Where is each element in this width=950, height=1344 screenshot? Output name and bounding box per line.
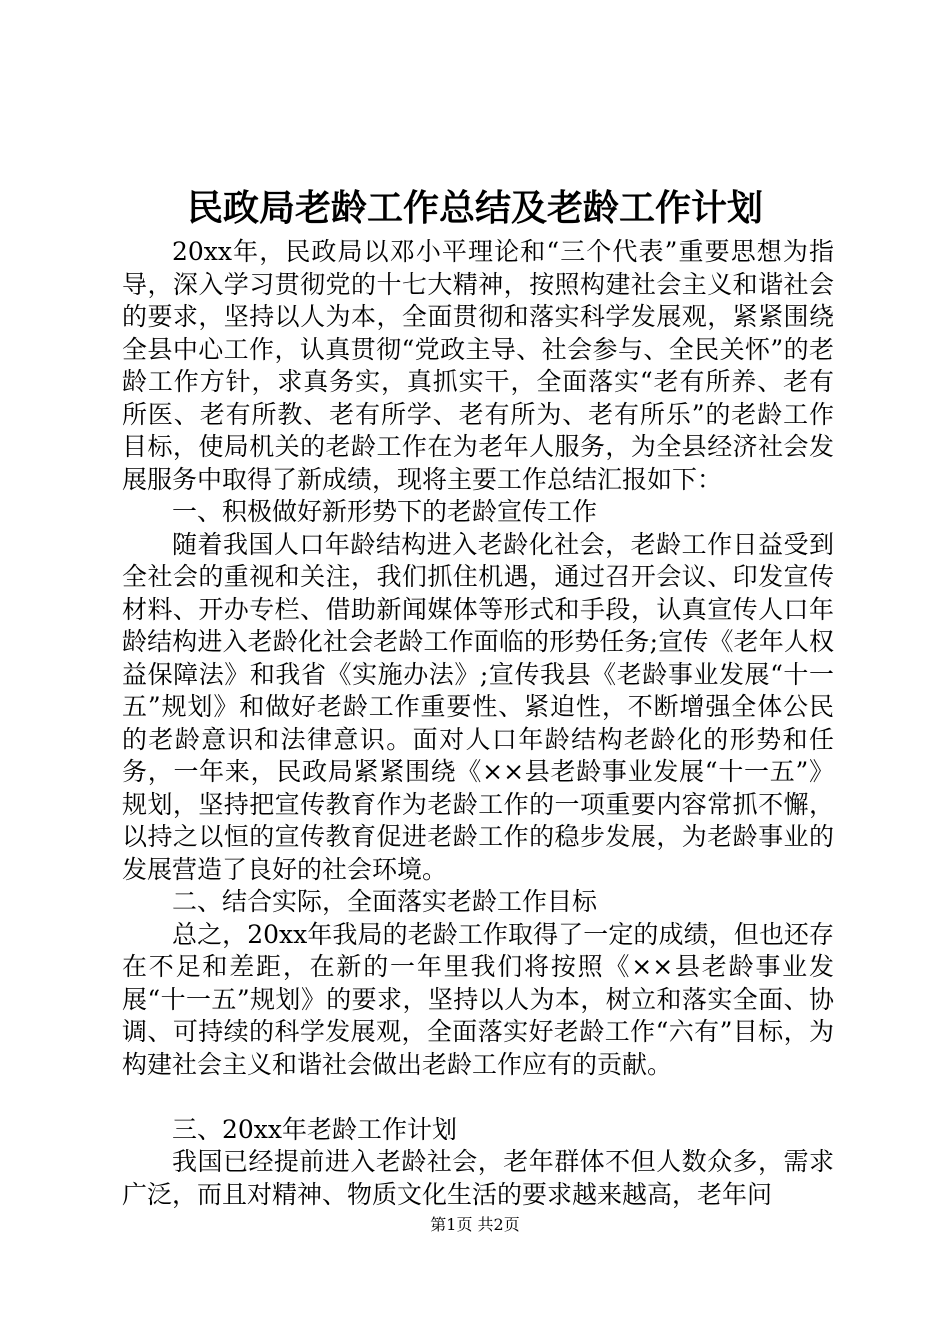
intro-paragraph: 20xx年，民政局以邓小平理论和“三个代表”重要思想为指导，深入学习贯彻党的十七大精神，按照构建社会主义和谐社会的要求，坚持以人为本，全面贯彻和落实科学发展观，紧紧围绕全县中心工作，认真贯彻“党政主导、社会参与、全民关怀”的老龄工作方针，求真务实，真抓实干，全面落实“老有所养、老有所医、老有所教、老有所学、老有所为、老有所乐”的老龄工作目标，使局机关的老龄工作在为老年人服务，为全县经济社会发展服务中取得了新成绩，现将主要工作总结汇报如下： xyxy=(122,237,834,494)
page-number: 第1页 共2页 xyxy=(430,1215,520,1234)
section-heading-3: 三、20xx年老龄工作计划 xyxy=(172,1114,458,1144)
section-2-paragraph: 总之，20xx年我局的老龄工作取得了一定的成绩，但也还存在不足和差距，在新的一年里我们将按照《××县老龄事业发展“十一五”规划》的要求，坚持以人为本，树立和落实全面、协调、可持续的科学发展观，全面落实好老龄工作“六有”目标，为构建社会主义和谐社会做出老龄工作应有的贡献。 xyxy=(122,919,834,1079)
section-heading-2: 二、结合实际，全面落实老龄工作目标 xyxy=(172,887,598,916)
section-3-paragraph: 我国已经提前进入老龄社会，老年群体不但人数众多，需求广泛，而且对精神、物质文化生活的要求越来越高，老年问 xyxy=(122,1147,834,1209)
section-1-paragraph: 随着我国人口年龄结构进入老龄化社会，老龄工作日益受到全社会的重视和关注，我们抓住机遇，通过召开会议、印发宣传材料、开办专栏、借助新闻媒体等形式和手段，认真宣传人口年龄结构进入老龄化社会老龄工作面临的形势任务;宣传《老年人权益保障法》和我省《实施办法》;宣传我县《老龄事业发展“十一五”规划》和做好老龄工作重要性、紧迫性，不断增强全体公民的老龄意识和法律意识。面对人口年龄结构老龄化的形势和任务，一年来，民政局紧紧围绕《××县老龄事业发展“十一五”》规划，坚持把宣传教育作为老龄工作的一项重要内容常抓不懈，以持之以恒的宣传教育促进老龄工作的稳步发展，为老龄事业的发展营造了良好的社会环境。 xyxy=(122,529,834,884)
document-body xyxy=(122,236,834,1211)
section-heading-1: 一、积极做好新形势下的老龄宣传工作 xyxy=(172,497,598,526)
document-title: 民政局老龄工作总结及老龄工作计划 xyxy=(186,187,763,229)
blank-line xyxy=(122,1081,834,1114)
